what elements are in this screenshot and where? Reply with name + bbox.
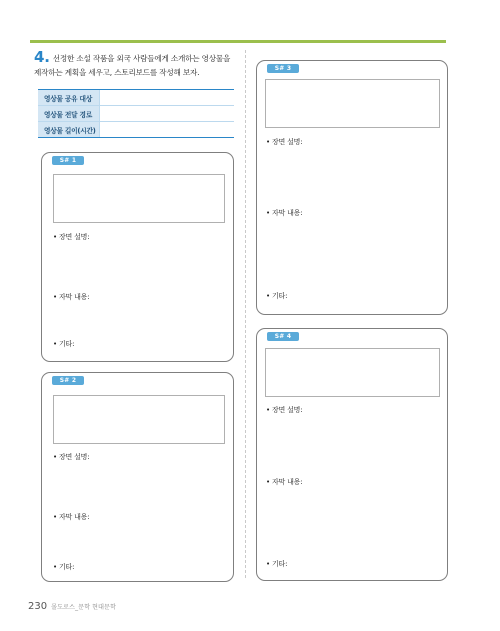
storyboard-card-scene-4: [256, 328, 448, 581]
scene-tag: S# 3: [267, 64, 299, 73]
table-label-length: 영상물 길이(시간): [38, 122, 99, 137]
table-label-channel: 영상물 전달 경로: [38, 106, 99, 121]
etc-label: • 기타:: [53, 563, 75, 571]
table-input-length[interactable]: [99, 122, 234, 137]
etc-label: • 기타:: [266, 292, 288, 300]
column-divider: [245, 50, 246, 578]
caption-label: • 자막 내용:: [266, 209, 303, 217]
scene-description-label: • 장면 설명:: [53, 233, 90, 241]
scene-description-label: • 장면 설명:: [266, 406, 303, 414]
table-input-audience[interactable]: [99, 90, 234, 105]
table-row: [38, 106, 234, 122]
scene-tag: S# 1: [52, 156, 84, 165]
book-title: 몰도로스_문학 현대문학: [51, 604, 116, 611]
scene-tag: S# 4: [267, 332, 299, 341]
storyboard-card-scene-3: [256, 60, 448, 315]
top-accent-bar: [30, 40, 446, 43]
etc-label: • 기타:: [266, 560, 288, 568]
question-prompt: [34, 50, 239, 80]
question-text: 선정한 소설 작품을 외국 사람들에게 소개하는 영상물을 제작하는 계획을 세우고, 스토리보드를 작성해 보자.: [34, 54, 231, 77]
video-info-table: [38, 89, 234, 138]
scene-description-label: • 장면 설명:: [266, 138, 303, 146]
caption-label: • 자막 내용:: [53, 293, 90, 301]
table-label-audience: 영상물 공유 대상: [38, 90, 99, 105]
page-number: 230: [28, 601, 48, 612]
scene-frame[interactable]: [53, 395, 225, 444]
scene-frame[interactable]: [265, 79, 440, 128]
scene-tag: S# 2: [52, 376, 84, 385]
page-footer: [28, 601, 116, 612]
question-number: 4.: [34, 48, 50, 66]
caption-label: • 자막 내용:: [53, 513, 90, 521]
scene-frame[interactable]: [265, 348, 440, 397]
table-row: [38, 90, 234, 106]
scene-description-label: • 장면 설명:: [53, 453, 90, 461]
etc-label: • 기타:: [53, 340, 75, 348]
storyboard-card-scene-2: [41, 372, 234, 582]
storyboard-card-scene-1: [41, 152, 234, 362]
scene-frame[interactable]: [53, 174, 225, 223]
caption-label: • 자막 내용:: [266, 478, 303, 486]
table-input-channel[interactable]: [99, 106, 234, 121]
table-row: [38, 122, 234, 137]
